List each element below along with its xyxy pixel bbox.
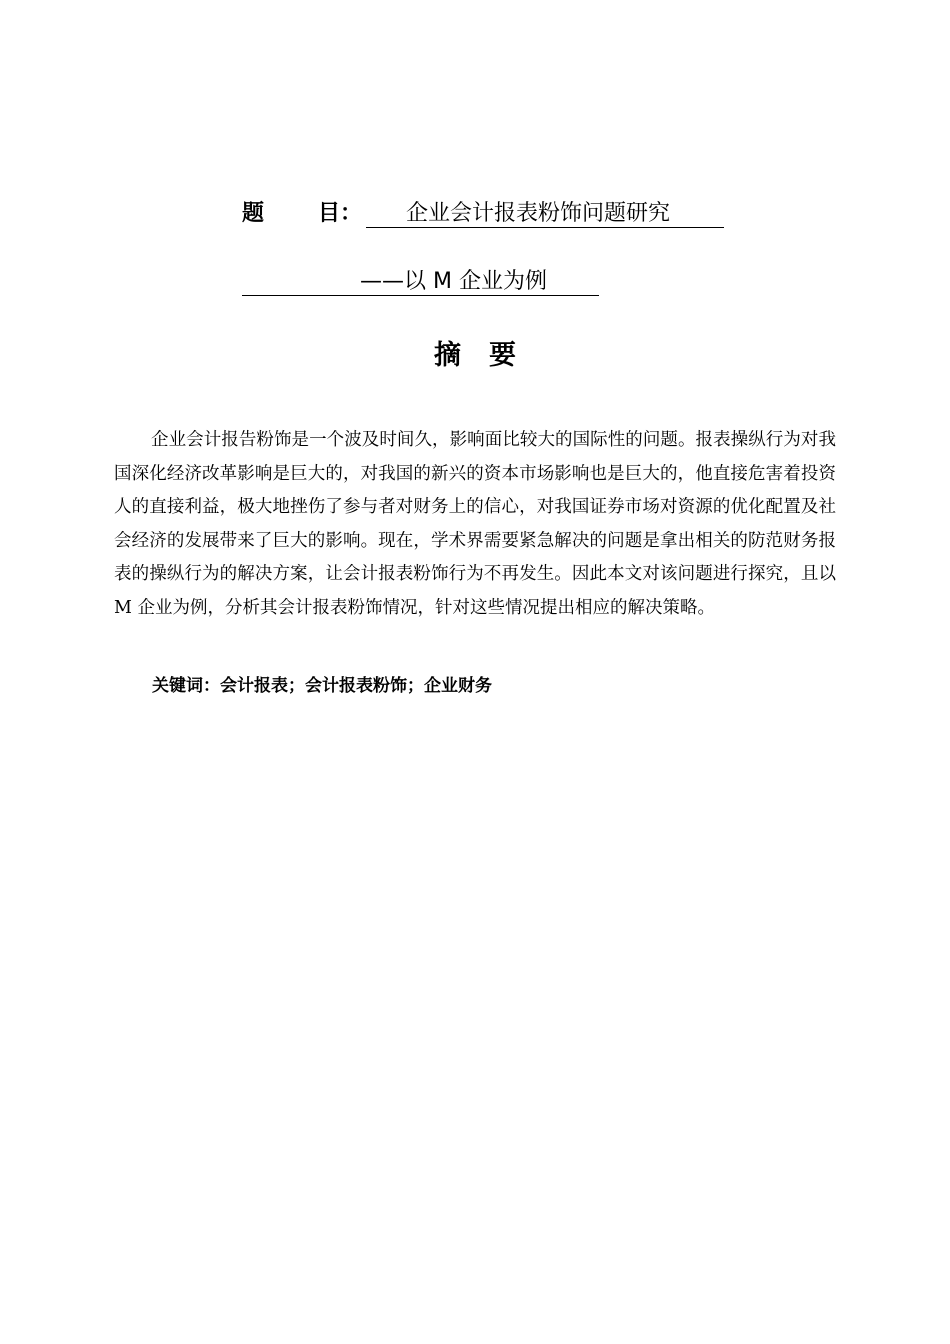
- subtitle-line: [242, 266, 599, 296]
- title-label-char: 题: [242, 201, 265, 226]
- thesis-title: 企业会计报表粉饰问题研究: [366, 201, 724, 228]
- keywords-line: 关键词：会计报表；会计报表粉饰；企业财务: [152, 676, 492, 696]
- title-line: [242, 198, 724, 229]
- abstract-heading: 摘要: [434, 340, 544, 371]
- title-label-char: 目：: [318, 201, 363, 226]
- thesis-subtitle: ——以 M 企业为例: [242, 269, 599, 296]
- abstract-body: 企业会计报告粉饰是一个波及时间久，影响面比较大的国际性的问题。报表操纵行为对我国深化经济改革影响是巨大的，对我国的新兴的资本市场影响也是巨大的，他直接危害着投资人的直接利益，极大地挫伤了参与者对财务上的信心，对我国证券市场对资源的优化配置及社会经济的发展带来了巨大的影响。现在，学术界需要紧急解决的问题是拿出相关的防范财务报表的操纵行为的解决方案，让会计报表粉饰行为不再发生。因此本文对该问题进行探究，且以 M 企业为例，分析其会计报表粉饰情况，针对这些情况提出相应的解决策略。: [114, 430, 836, 618]
- title-label: [242, 199, 362, 229]
